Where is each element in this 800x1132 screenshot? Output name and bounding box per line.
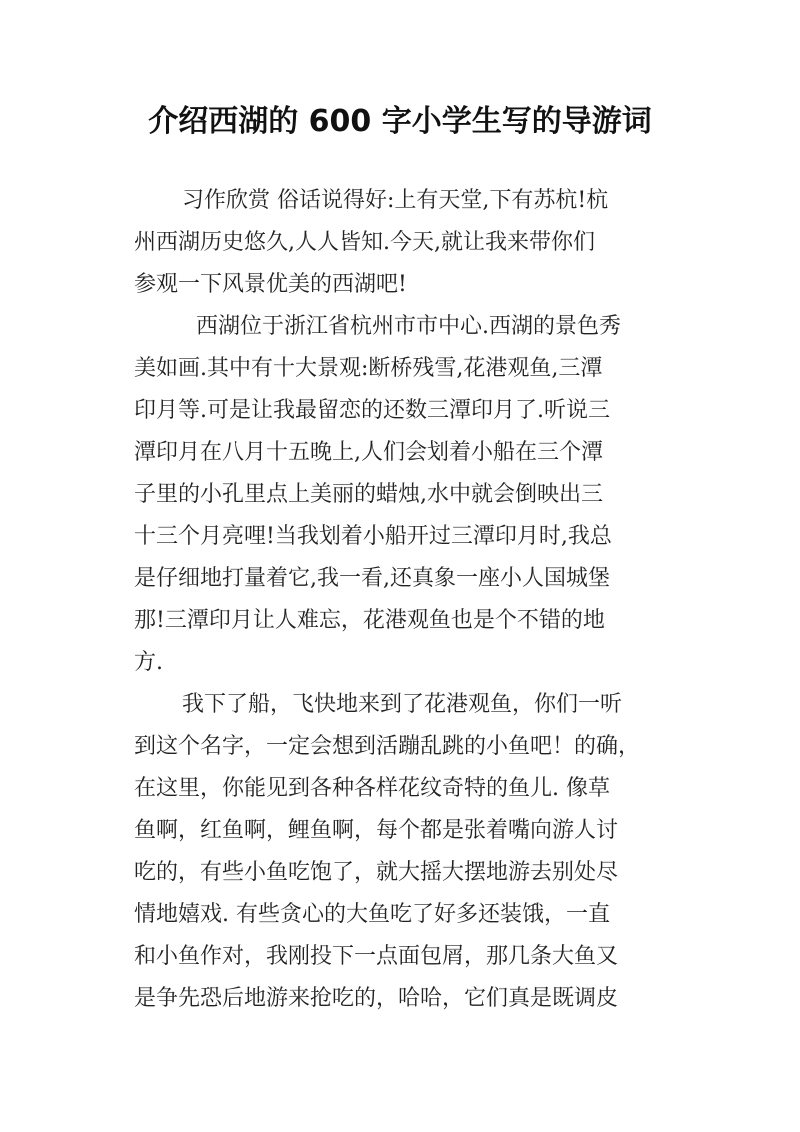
- paragraph-2: [134, 306, 694, 684]
- paragraph-1: [134, 180, 694, 306]
- paragraph-line: 印月等.可是让我最留恋的还数三潭印月了.听说三: [134, 398, 610, 423]
- paragraph-line: 到这个名字，一定会想到活蹦乱跳的小鱼吧！的确，: [134, 734, 641, 759]
- paragraph-line: 美如画.其中有十大景观:断桥残雪,花港观鱼,三潭: [134, 356, 603, 381]
- paragraph-line: 是争先恐后地游来抢吃的，哈哈，它们真是既调皮: [134, 986, 619, 1011]
- paragraph-line: 西湖位于浙江省杭州市市中心.西湖的景色秀: [196, 314, 621, 339]
- paragraph-line: 那!三潭印月让人难忘，花港观鱼也是个不错的地: [134, 608, 605, 633]
- paragraph-line: 州西湖历史悠久,人人皆知.今天,就让我来带你们: [134, 230, 595, 255]
- paragraph-line: 我下了船，飞快地来到了花港观鱼，你们一听: [182, 692, 623, 717]
- paragraph-line: 习作欣赏 俗话说得好:上有天堂,下有苏杭!杭: [182, 188, 609, 213]
- paragraph-line: 鱼啊，红鱼啊，鲤鱼啊，每个都是张着嘴向游人讨: [134, 818, 619, 843]
- paragraph-line: 潭印月在八月十五晚上,人们会划着小船在三个潭: [134, 440, 603, 465]
- paragraph-line: 吃的，有些小鱼吃饱了，就大摇大摆地游去别处尽: [134, 860, 619, 885]
- paragraph-3: [134, 684, 694, 1020]
- document-title: 介绍西湖的 600 字小学生写的导游词: [148, 104, 652, 139]
- paragraph-line: 情地嬉戏. 有些贪心的大鱼吃了好多还装饿，一直: [134, 902, 610, 927]
- document-body: [134, 180, 694, 1020]
- paragraph-line: 十三个月亮哩!当我划着小船开过三潭印月时,我总: [134, 524, 612, 549]
- paragraph-line: 子里的小孔里点上美丽的蜡烛,水中就会倒映出三: [134, 482, 603, 507]
- paragraph-line: 在这里，你能见到各种各样花纹奇特的鱼儿. 像草: [134, 776, 610, 801]
- paragraph-line: 和小鱼作对，我刚投下一点面包屑，那几条大鱼又: [134, 944, 619, 969]
- paragraph-line: 参观一下风景优美的西湖吧!: [134, 272, 407, 297]
- paragraph-line: 是仔细地打量着它,我一看,还真象一座小人国城堡: [134, 566, 610, 591]
- paragraph-line: 方.: [134, 650, 163, 675]
